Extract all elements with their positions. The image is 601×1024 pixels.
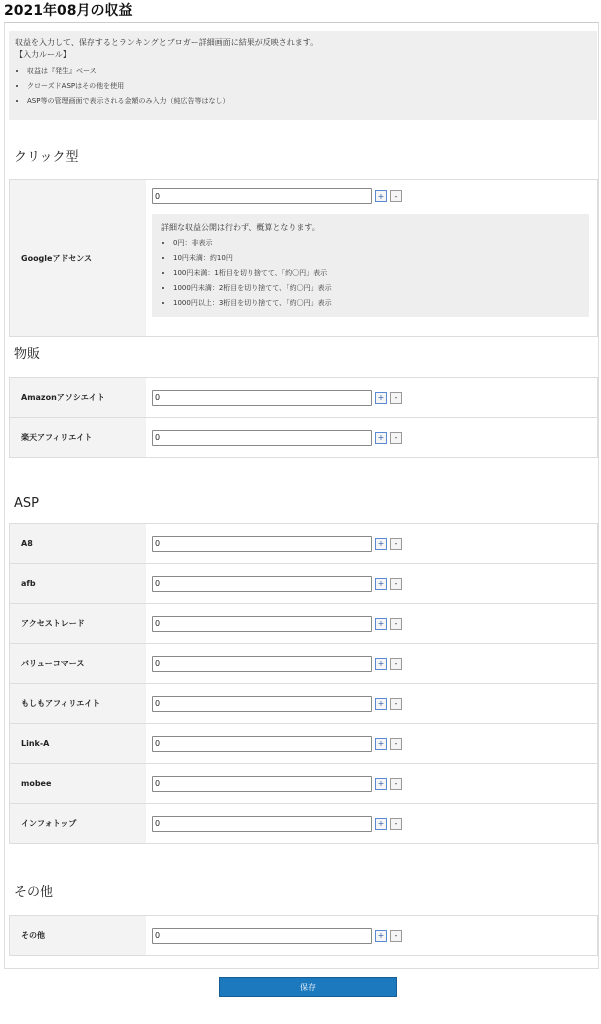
rules-list [15, 64, 597, 109]
rule-item: • クローズドASPはその他を使用 [27, 79, 597, 94]
decrement-button[interactable]: - [390, 698, 402, 710]
note-item: • 10円未満：約10円 [173, 251, 589, 266]
goods-table [9, 377, 598, 458]
row-label: アクセストレード [10, 604, 147, 644]
accesstrade-amount-input[interactable] [152, 616, 372, 632]
decrement-button[interactable]: - [390, 658, 402, 670]
decrement-button[interactable]: - [390, 618, 402, 630]
moshimo-amount-input[interactable] [152, 696, 372, 712]
increment-button[interactable]: + [375, 930, 387, 942]
rules-heading: 【入力ルール】 [15, 50, 71, 59]
adsense-amount-input[interactable] [152, 188, 372, 204]
table-row [10, 724, 598, 764]
increment-button[interactable]: + [375, 738, 387, 750]
increment-button[interactable]: + [375, 618, 387, 630]
intro-description: 収益を入力して、保存するとランキングとブロガー詳細画面に結果が反映されます。 [15, 38, 319, 47]
decrement-button[interactable]: - [390, 738, 402, 750]
increment-button[interactable]: + [375, 578, 387, 590]
increment-button[interactable]: + [375, 818, 387, 830]
row-label: その他 [10, 916, 147, 956]
rule-item: • 収益は『発生』ベース [27, 64, 597, 79]
row-label: 楽天アフィリエイト [10, 418, 147, 458]
row-label: インフォトップ [10, 804, 147, 844]
infotop-amount-input[interactable] [152, 816, 372, 832]
increment-button[interactable]: + [375, 392, 387, 404]
decrement-button[interactable]: - [390, 578, 402, 590]
section-heading-other: その他 [14, 885, 54, 900]
decrement-button[interactable]: - [390, 778, 402, 790]
row-label: Googleアドセンス [10, 180, 147, 337]
decrement-button[interactable]: - [390, 930, 402, 942]
row-label: もしもアフィリエイト [10, 684, 147, 724]
section-heading-goods: 物販 [14, 347, 41, 362]
rakuten-amount-input[interactable] [152, 430, 372, 446]
increment-button[interactable]: + [375, 698, 387, 710]
note-title: 詳細な収益公開は行わず、概算となります。 [161, 223, 320, 232]
increment-button[interactable]: + [375, 778, 387, 790]
note-list [161, 236, 589, 311]
decrement-button[interactable]: - [390, 538, 402, 550]
other-table [9, 915, 598, 956]
note-item: • 1000円以上：3桁目を切り捨てて、「約〇円」表示 [173, 296, 589, 311]
section-heading-asp: ASP [14, 496, 39, 511]
valuecommerce-amount-input[interactable] [152, 656, 372, 672]
row-label: Amazonアソシエイト [10, 378, 147, 418]
table-row [10, 418, 598, 458]
table-row [10, 524, 598, 564]
other-amount-input[interactable] [152, 928, 372, 944]
link-a-amount-input[interactable] [152, 736, 372, 752]
decrement-button[interactable]: - [390, 432, 402, 444]
increment-button[interactable]: + [375, 658, 387, 670]
increment-button[interactable]: + [375, 538, 387, 550]
a8-amount-input[interactable] [152, 536, 372, 552]
table-row [10, 564, 598, 604]
row-label: A8 [10, 524, 147, 564]
table-row [10, 604, 598, 644]
increment-button[interactable]: + [375, 190, 387, 202]
input-rules-box [9, 31, 597, 120]
note-item: • 0円：非表示 [173, 236, 589, 251]
table-row [10, 644, 598, 684]
table-row [10, 916, 598, 956]
table-row [10, 180, 598, 337]
decrement-button[interactable]: - [390, 190, 402, 202]
table-row [10, 684, 598, 724]
note-item: • 100円未満：1桁目を切り捨てて、「約〇円」表示 [173, 266, 589, 281]
increment-button[interactable]: + [375, 432, 387, 444]
section-heading-click: クリック型 [14, 150, 79, 165]
save-button[interactable]: 保存 [219, 977, 397, 997]
note-item: • 1000円未満：2桁目を切り捨てて、「約〇円」表示 [173, 281, 589, 296]
table-row [10, 764, 598, 804]
click-table [9, 179, 598, 337]
mobee-amount-input[interactable] [152, 776, 372, 792]
decrement-button[interactable]: - [390, 818, 402, 830]
decrement-button[interactable]: - [390, 392, 402, 404]
afb-amount-input[interactable] [152, 576, 372, 592]
row-label: Link-A [10, 724, 147, 764]
adsense-note-box [152, 214, 589, 317]
asp-table [9, 523, 598, 844]
row-label: afb [10, 564, 147, 604]
table-row [10, 804, 598, 844]
row-label: mobee [10, 764, 147, 804]
page-title: 2021年08月の収益 [4, 3, 133, 19]
row-label: バリューコマース [10, 644, 147, 684]
rule-item: • ASP等の管理画面で表示される金額のみ入力（純広告等はなし） [27, 94, 597, 109]
table-row [10, 378, 598, 418]
amazon-amount-input[interactable] [152, 390, 372, 406]
